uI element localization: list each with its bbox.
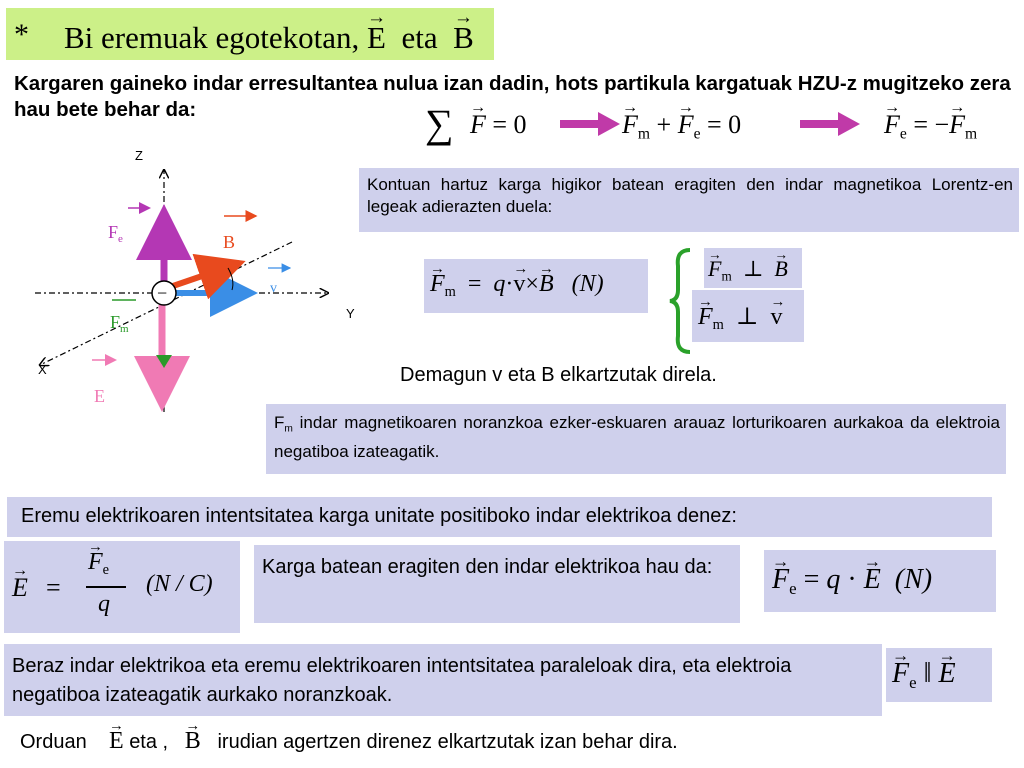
lorentz-fm: → F (430, 271, 445, 298)
perp-fm-b-box (704, 248, 802, 288)
lorentz-equals: = (467, 271, 482, 297)
e-formula-fe: → F (88, 549, 103, 576)
fraction-bar (86, 586, 126, 588)
field-definition-box (7, 497, 992, 537)
perp2-v: → v (770, 304, 782, 331)
fe-formula-box (764, 550, 996, 612)
perp1-fm: → F (708, 256, 721, 282)
lorentz-b: → B (539, 271, 554, 298)
fe-formula-equals: = (803, 564, 820, 595)
fm-result-subscript: m (965, 125, 978, 143)
e-formula-e: → E (12, 573, 28, 603)
perp2-fm: → F (698, 304, 713, 331)
direction-fm-letter: F (274, 413, 285, 432)
fm-label: $F_m$ (110, 312, 129, 335)
parallel-symbol: ‖ (923, 658, 932, 689)
fe-symbol: → F (678, 110, 694, 140)
sum-equals-zero: = 0 (492, 110, 527, 139)
parallel-formula (892, 658, 956, 693)
fe-label: $F_e$ (108, 222, 123, 245)
lorentz-formula-box (424, 259, 648, 313)
e-formula-unit: (N / C) (146, 571, 213, 597)
final-b: → B (185, 728, 201, 755)
perp-fm-v-box (692, 290, 804, 342)
force-diagram (30, 150, 360, 420)
final-end: irudian agertzen direnez elkartzutak izan behar dira. (217, 731, 678, 753)
electron-sign: − (157, 283, 168, 303)
perp1-b: → B (774, 256, 787, 282)
lorentz-v: → v (513, 271, 525, 298)
fm-symbol: → F (622, 110, 638, 140)
e-formula-box (4, 541, 240, 633)
b-field-arrow (170, 263, 240, 287)
fe-formula-q: q (826, 564, 841, 595)
equation-force-balance (622, 110, 741, 143)
lorentz-formula (430, 271, 604, 301)
title-symbol-e: → E (367, 20, 386, 56)
title-connector: eta (401, 20, 438, 55)
e-formula-numerator (88, 549, 109, 579)
fe-formula-fe: → F (772, 564, 789, 596)
parallel-e: → E (938, 658, 955, 690)
perp2-fm-sub: m (712, 317, 724, 334)
direction-rest: indar magnetikoaren noranzkoa ezker-eskuaren arauaz lorturikoaren aurkakoa da elektroia negatiboa izateagatik. (274, 413, 1000, 461)
perp-fm-b (708, 256, 788, 285)
v-label: v (270, 281, 277, 296)
final-mid: eta , (129, 731, 169, 753)
e-formula-equals: = (46, 573, 61, 602)
axis-z-label: Z (135, 150, 143, 163)
lorentz-text-box (359, 168, 1019, 232)
fe-formula-unit: (N) (894, 564, 933, 595)
fe-formula-dot: · (847, 564, 857, 595)
lorentz-text: Kontuan hartuz karga higikor batean eragiten den indar magnetikoa Lorentz-en legeak adierazten duela: (367, 175, 1013, 216)
lorentz-fm-sub: m (444, 284, 456, 301)
equation-fe-equals-minus-fm (884, 110, 977, 143)
fe-formula-e: → E (864, 564, 881, 596)
fe-subscript: e (693, 125, 701, 143)
title-text (64, 20, 474, 56)
equation-net-force (470, 110, 527, 140)
perp1-symbol: ⊥ (742, 256, 764, 281)
fm-arrowhead (156, 355, 172, 368)
axis-x-label: X (38, 362, 47, 377)
title-symbol-b: → B (453, 20, 474, 56)
force-text-box (254, 545, 740, 623)
perp2-symbol: ⊥ (735, 304, 759, 330)
sum-symbol: ∑ (425, 101, 454, 146)
intro-text: Kargaren gaineko indar erresultantea nulua izan dadin, hots partikula kargatuak HZU-z mugitzeko zera hau bete behar da: (14, 72, 1011, 121)
equals-minus: = − (913, 110, 950, 139)
fe-formula (772, 564, 932, 599)
field-definition-text: Eremu elektrikoaren intentsitatea karga unitate positiboko indar elektrikoa denez: (21, 505, 737, 527)
fm-subscript: m (637, 125, 651, 143)
balance-equals-zero: = 0 (707, 110, 742, 139)
slide-title (6, 8, 494, 60)
parallel-fe-sub: e (909, 672, 917, 692)
lorentz-unit: (N) (571, 271, 604, 297)
fe-result-subscript: e (899, 125, 907, 143)
direction-fm (274, 413, 293, 435)
plus-sign: + (656, 110, 672, 139)
conclusion-text: Beraz indar elektrikoa eta eremu elektrikoaren intentsitatea paraleloak dira, eta elektroia negatiboa izateagatik aurkako noranzkoak. (12, 655, 792, 706)
lorentz-q: q (493, 271, 506, 297)
e-label: E (94, 386, 105, 406)
title-prefix: Bi eremuak egotekotan, (64, 20, 360, 55)
fe-formula-fe-sub: e (789, 578, 797, 598)
e-formula-q: q (98, 591, 110, 617)
perp-fm-v (698, 302, 782, 334)
implies-arrow-1 (560, 112, 620, 136)
e-formula-fe-sub: e (102, 562, 110, 579)
b-label: B (223, 232, 236, 252)
force-text: Karga batean eragiten den indar elektrikoa hau da: (262, 556, 713, 578)
perp1-fm-sub: m (721, 268, 732, 284)
final-e: → E (109, 728, 124, 755)
final-line (20, 728, 678, 755)
implies-arrow-2 (800, 112, 860, 136)
assumption-text: Demagun v eta B elkartzutak direla. (400, 364, 717, 386)
parallel-box (886, 648, 992, 702)
sum-force-symbol: → F (470, 110, 486, 140)
axis-y-label: Y (346, 306, 355, 321)
conclusion-box (4, 644, 882, 716)
direction-fm-sub: m (284, 423, 293, 435)
parallel-fe: → F (892, 658, 909, 690)
fe-result-symbol: → F (884, 110, 900, 140)
final-start: Orduan (20, 731, 87, 753)
fm-result-symbol: → F (949, 110, 965, 140)
title-bullet: * (14, 18, 29, 51)
direction-text-box (266, 404, 1006, 474)
lorentz-cross: × (525, 271, 539, 297)
lorentz-dot: · (505, 271, 514, 297)
